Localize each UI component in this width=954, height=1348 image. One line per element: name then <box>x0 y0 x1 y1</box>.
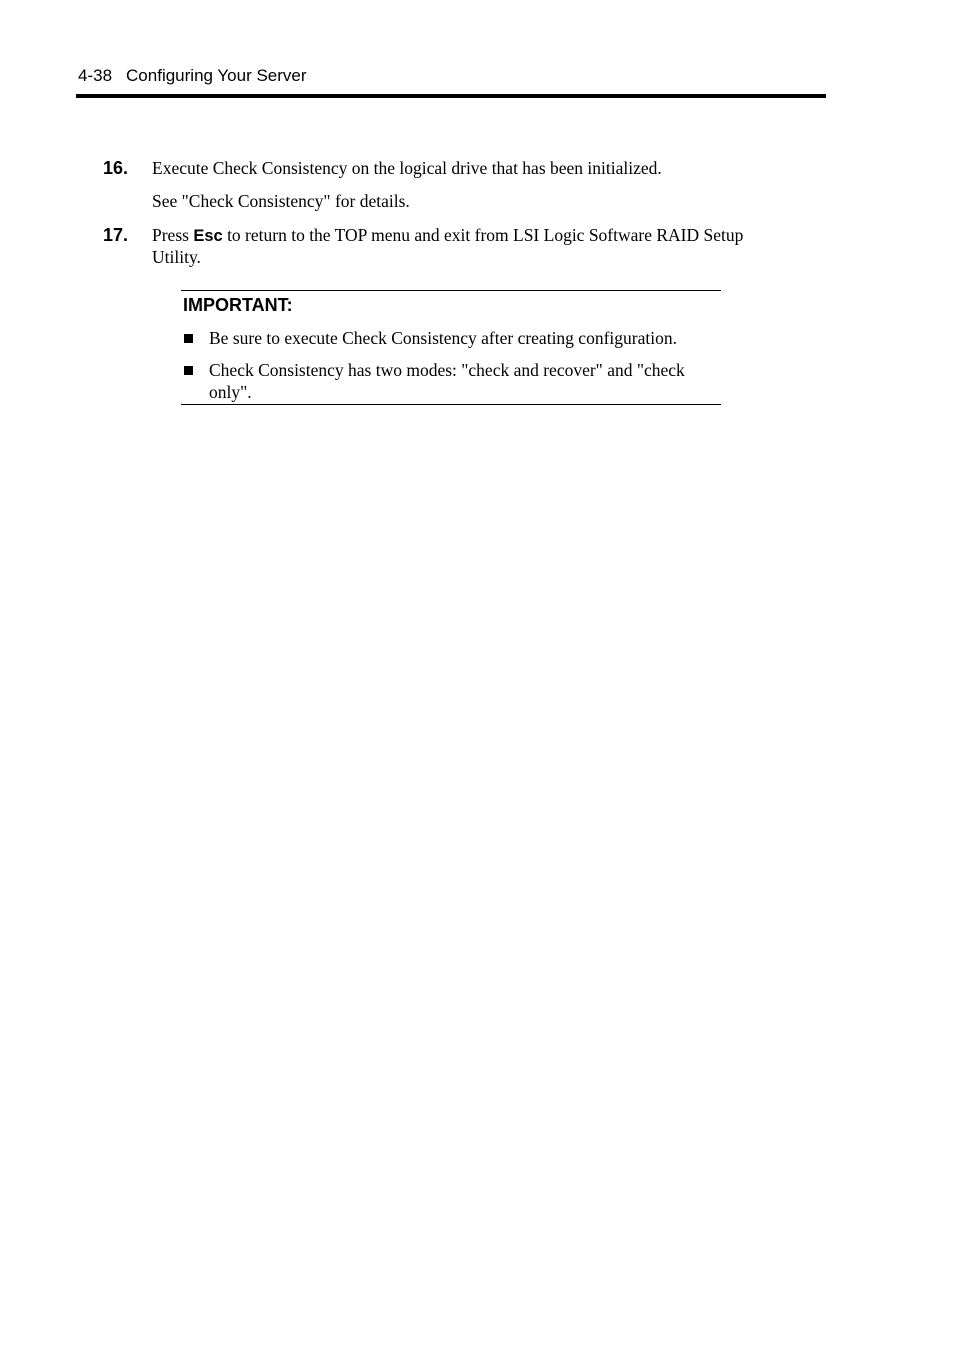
step-16-subtext: See "Check Consistency" for details. <box>152 191 410 211</box>
step-number-17: 17. <box>103 225 129 245</box>
step-17-text <box>152 225 792 268</box>
important-title: IMPORTANT: <box>183 295 293 315</box>
header-rule <box>76 94 826 98</box>
step-16-text: Execute Check Consistency on the logical drive that has been initialized. <box>152 158 662 178</box>
section-title: Configuring Your Server <box>126 66 307 85</box>
esc-key-label: Esc <box>193 227 223 245</box>
page-header <box>78 66 307 86</box>
step-number-16: 16. <box>103 158 129 178</box>
step-17-text-after: to return to the TOP menu and exit from LSI Logic Software RAID Setup Utility. <box>152 225 744 267</box>
important-item: Check Consistency has two modes: "check and recover" and "check only". <box>209 360 685 402</box>
square-bullet-icon <box>184 366 193 375</box>
important-item: Be sure to execute Check Consistency after creating configuration. <box>209 328 677 348</box>
step-17-text-before: Press <box>152 225 194 245</box>
square-bullet-icon <box>184 334 193 343</box>
important-note <box>181 290 721 405</box>
page-number: 4-38 <box>78 66 113 85</box>
